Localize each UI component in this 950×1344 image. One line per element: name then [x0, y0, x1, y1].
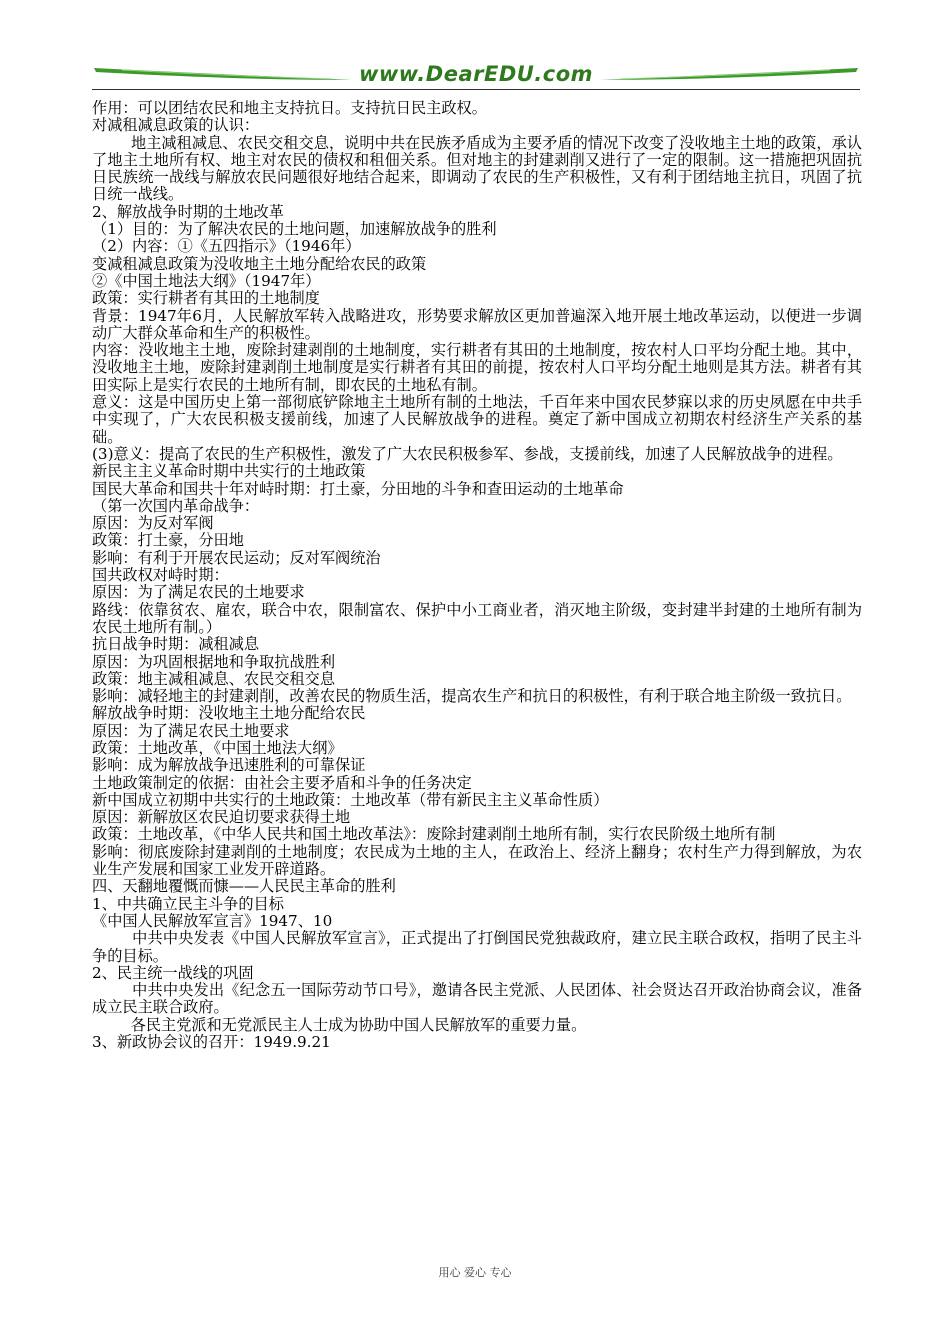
- text-line: 作用：可以团结农民和地主支持抗日。支持抗日民主政权。: [92, 99, 487, 117]
- text-line: 政策：打土豪，分田地: [92, 531, 244, 550]
- text-line: 原因：为巩固根据地和争取抗战胜利: [92, 652, 335, 671]
- text-line: 原因：为了满足农民土地要求: [92, 721, 290, 740]
- text-line: 政策：土地改革，《中华人民共和国土地改革法》：废除封建剥削土地所有制，实行农民阶级土地所有制: [92, 825, 776, 844]
- text-line: 原因：为反对军阀: [92, 514, 214, 533]
- text-line: 内容：没收地主土地，废除封建剥削的土地制度，实行耕者有其田的土地制度，按农村人口平均分配土地。其中，没收地主土地，废除封建剥削土地制度是实行耕者有其田的前提，按农村人口平均分配土地则是其方法。耕者有其田实际上是实行农民的土地所有制，即农民的土地私有制。: [92, 341, 862, 394]
- text-line: （第一次国内革命战争：: [92, 496, 260, 515]
- header-divider: [92, 89, 860, 90]
- text-line: 2、解放战争时期的土地改革: [92, 202, 284, 221]
- text-line: 四、天翻地覆慨而慷——人民民主革命的胜利: [92, 877, 396, 896]
- text-line: 新中国成立初期中共实行的土地政策：土地改革（带有新民主主义革命性质）: [92, 790, 609, 809]
- text-line: 新民主主义革命时期中共实行的土地政策: [92, 462, 366, 481]
- text-line: 原因：为了满足农民的土地要求: [92, 583, 305, 602]
- document-body: [92, 100, 862, 1051]
- text-line: 政策：地主减租减息、农民交租交息: [92, 669, 335, 688]
- page-header: [92, 50, 860, 98]
- text-line: 影响：减轻地主的封建剥削，改善农民的物质生活，提高农生产和抗日的积极性，有利于联合地主阶级一致抗日。: [92, 687, 852, 706]
- text-line: 政策：实行耕者有其田的土地制度: [92, 289, 320, 308]
- text-line: (3)意义：提高了农民的生产积极性，激发了广大农民积极参军、参战，支援前线，加速了人民解放战争的进程。: [92, 444, 843, 463]
- text-line: 解放战争时期：没收地主土地分配给农民: [92, 704, 366, 723]
- text-line: 国共政权对峙时期：: [92, 566, 229, 585]
- text-line: 背景：1947年6月，人民解放军转入战略进攻，形势要求解放区更加普遍深入地开展土地改革运动，以便进一步调动广大群众革命和生产的积极性。: [92, 306, 862, 342]
- text-line: 各民主党派和无党派民主人士成为协助中国人民解放军的重要力量。: [92, 1015, 587, 1034]
- text-line: 政策：土地改革，《中国土地法大纲》: [92, 738, 343, 757]
- text-line: 变减租减息政策为没收地主土地分配给农民的政策: [92, 254, 427, 273]
- text-line: 2、民主统一战线的巩固: [92, 963, 254, 982]
- text-line: （1）目的：为了解决农民的土地问题，加速解放战争的胜利: [92, 220, 497, 239]
- text-line: （2）内容：①《五四指示》（1946年）: [92, 237, 361, 256]
- text-line: ②《中国土地法大纲》（1947年）: [92, 271, 321, 290]
- text-line: 《中国人民解放军宣言》1947、10: [92, 911, 333, 930]
- text-line: 1、中共确立民主斗争的目标: [92, 894, 284, 913]
- text-line: 中共中央发表《中国人民解放军宣言》，正式提出了打倒国民党独裁政府，建立民主联合政权，指明了民主斗争的目标。: [92, 929, 862, 965]
- text-line: 土地政策制定的依据：由社会主要矛盾和斗争的任务决定: [92, 773, 472, 792]
- text-line: 影响：成为解放战争迅速胜利的可靠保证: [92, 756, 366, 775]
- site-logo[interactable]: www.DearEDU.com: [358, 62, 594, 86]
- text-line: 抗日战争时期：减租减息: [92, 635, 260, 654]
- text-line: 意义：这是中国历史上第一部彻底铲除地主土地所有制的土地法，千百年来中国农民梦寐以求的历史夙愿在中共手中实现了，广大农民积极支援前线，加速了人民解放战争的进程。奠定了新中国成立初期农村经济生产关系的基础。: [92, 393, 862, 446]
- text-line: 路线：依靠贫农、雇农，联合中农，限制富农、保护中小工商业者，消灭地主阶级，变封建半封建的土地所有制为农民土地所有制。）: [92, 600, 862, 636]
- text-line: 影响：有利于开展农民运动；反对军阀统治: [92, 548, 381, 567]
- text-line: 中共中央发出《纪念五一国际劳动节口号》，邀请各民主党派、人民团体、社会贤达召开政治协商会议，准备成立民主联合政府。: [92, 981, 862, 1017]
- text-line: 3、新政协会议的召开：1949.9.21: [92, 1033, 331, 1052]
- text-line: 原因：新解放区农民迫切要求获得土地: [92, 808, 351, 827]
- text-line: 国民大革命和国共十年对峙时期：打土豪，分田地的斗争和查田运动的土地革命: [92, 479, 624, 498]
- text-line: 地主减租减息、农民交租交息，说明中共在民族矛盾成为主要矛盾的情况下改变了没收地主土地的政策，承认了地主土地所有权、地主对农民的债权和租佃关系。但对地主的封建剥削又进行了一定的限制。这一措施把巩固抗日民族统一战线与解放农民问题很好地结合起来，即调动了农民的生产积极性，又有利于团结地主抗日，巩固了抗日统一战线。: [92, 133, 862, 204]
- text-line: 对减租减息政策的认识：: [92, 116, 260, 135]
- text-line: 影响：彻底废除封建剥削的土地制度；农民成为土地的主人，在政治上、经济上翻身；农村生产力得到解放，为农业生产发展和国家工业发开辟道路。: [92, 842, 862, 879]
- page-footer: 用心 爱心 专心: [438, 1266, 512, 1279]
